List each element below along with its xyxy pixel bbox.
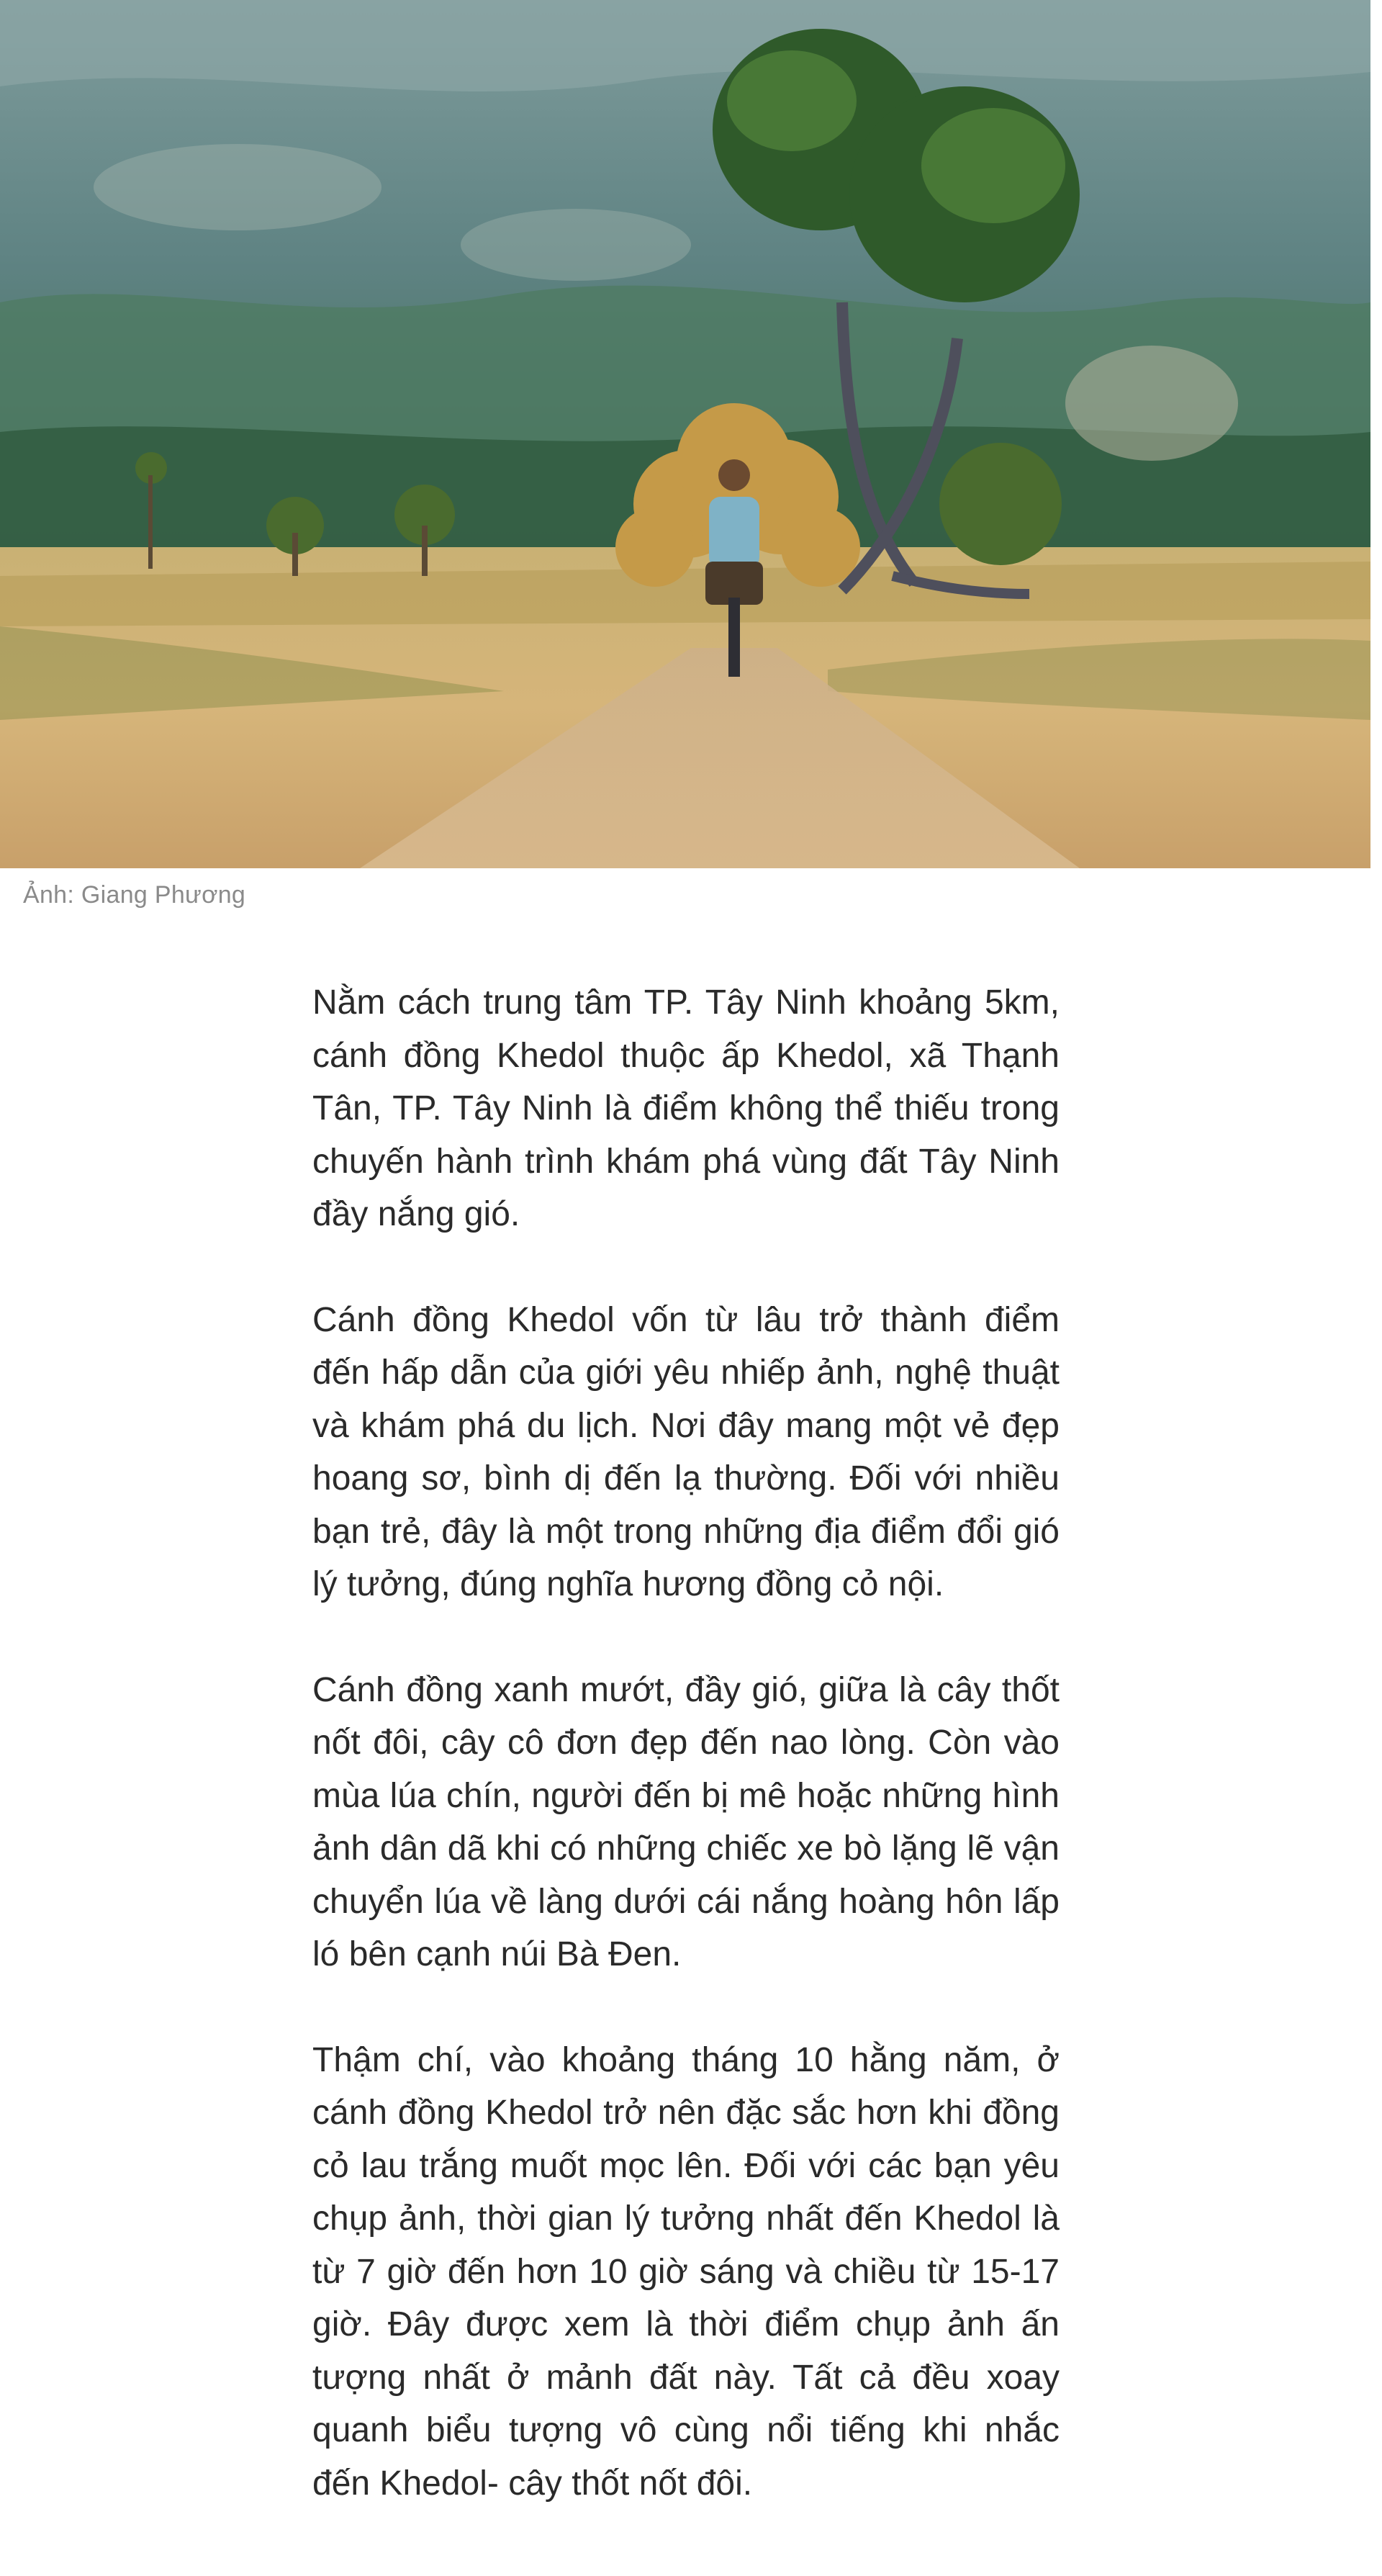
photo-caption: Ảnh: Giang Phương — [23, 881, 246, 909]
hero-photo — [0, 0, 1370, 868]
paragraph-1: Nằm cách trung tâm TP. Tây Ninh khoảng 5km, cánh đồng Khedol thuộc ấp Khedol, xã Thạnh Tân, TP. Tây Ninh là điểm không thể thiếu trong chuyến hành trình khám phá vùng đất Tây Ninh đầy nắng gió. — [312, 983, 1060, 1233]
paragraph-4: Thậm chí, vào khoảng tháng 10 hằng năm, ở cánh đồng Khedol trở nên đặc sắc hơn khi đồng cỏ lau trắng muốt mọc lên. Đối với các bạn yêu chụp ảnh, thời gian lý tưởng nhất đến Khedol là từ 7 giờ đến hơn 10 giờ sáng và chiều từ 15-17 giờ. Đây được xem là thời điểm chụp ảnh ấn tượng nhất ở mảnh đất này. Tất cả đều xoay quanh biểu tượng vô cùng nổi tiếng khi nhắc đến Khedol- cây thốt nốt đôi. — [312, 2040, 1060, 2503]
field-landscape-illustration — [0, 0, 1370, 868]
paragraph-3: Cánh đồng xanh mướt, đầy gió, giữa là cây thốt nốt đôi, cây cô đơn đẹp đến nao lòng. Còn vào mùa lúa chín, người đến bị mê hoặc những hình ảnh dân dã khi có những chiếc xe bò lặng lẽ vận chuyển lúa về làng dưới cái nắng hoàng hôn lấp ló bên cạnh núi Bà Đen. — [312, 1670, 1060, 1973]
article-body — [312, 976, 1060, 2562]
paragraph-2: Cánh đồng Khedol vốn từ lâu trở thành điểm đến hấp dẫn của giới yêu nhiếp ảnh, nghệ thuật và khám phá du lịch. Nơi đây mang một vẻ đẹp hoang sơ, bình dị đến lạ thường. Đối với nhiều bạn trẻ, đây là một trong những địa điểm đổi gió lý tưởng, đúng nghĩa hương đồng cỏ nội. — [312, 1300, 1060, 1603]
